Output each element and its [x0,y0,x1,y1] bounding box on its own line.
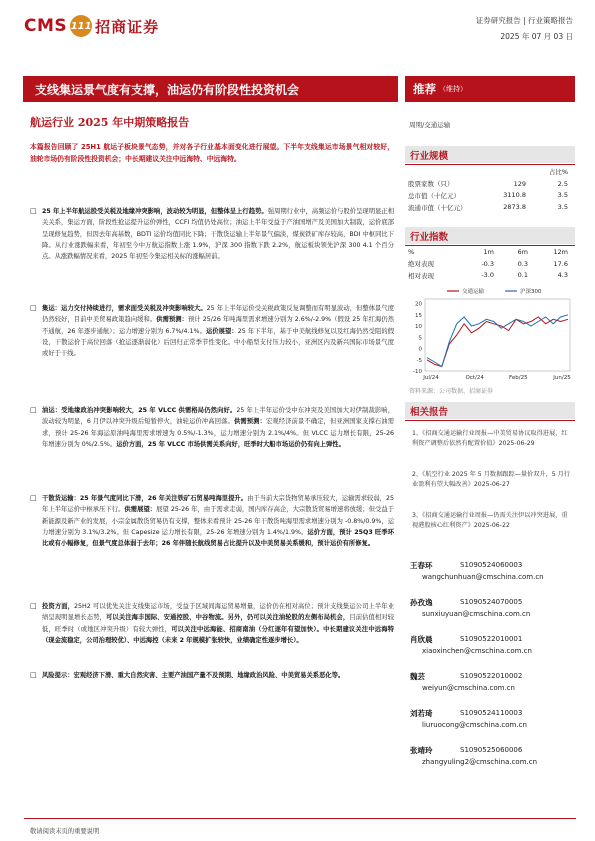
table-cell: -0.3 [481,259,494,268]
analyst-id: S1090524070005 [460,598,523,606]
table-cell: % [408,247,415,256]
bullet-text: 25 年上半年运价受中东冲突及美国加大对伊制裁影响，波动较为明显，6 月伊以冲突升级后短暂停火，油轮运价冲高回落。 [42,407,395,426]
table-cell: -3.0 [481,271,494,280]
table-cell: 2.5 [557,179,568,188]
legend-label: 沪深300 [520,289,542,295]
table-cell: 2873.8 [503,203,526,212]
bullet-text: 由于当前大宗货物贸易承压较大，运输需求较弱，25 年上半年运价中枢承压下行。 [42,495,394,514]
bullet-bold: 可以关注海丰国际、安通控股、中谷物流。另外，仍可以关注油轮股的左侧布局机会， [106,614,350,622]
bullet-tanker [30,405,394,450]
analyst-name: 肖欣晨 [410,635,433,644]
table-cell: 0.1 [517,271,528,280]
bullet-text: 宏观经济前景不确定，但亚洲国家支撑石油需求，预计 25-26 年海运原油吨海里需求增速为 0.5%/-1.3%，运力增速分别为 2.1%/4%。但 VLCC 运力增长有限，25-26 年增速分别为 0%/2.5%。 [42,418,395,448]
related-reports-title: 相关报告 [410,407,449,418]
related-report-item[interactable]: 2、《航空行业 2025 年 5 月数据跟踪—量价双升，5 月行业盈利有望大幅改善》2025-06-27 [412,471,571,488]
y-tick-label: -5 [416,357,422,364]
bullet-bold: 风险提示：宏观经济下滑、重大自然灾害、主要产油国产量不及预期、地缘政治风险、中美贸易关系恶化等。 [42,672,345,679]
bullet-text: 目前估值相对较低，旺季时（或地区冲突升级）有较大弹性， [42,614,395,633]
y-tick-label: 15 [415,312,422,319]
table-row [408,270,568,282]
bullet-bold: 25 年上半年航运股受关税及地缘冲突影响，波动较为明显，但整体呈上行趋势。 [42,208,268,215]
analyst-name: 刘若琦 [410,709,433,718]
table-cell: 0.3 [517,259,528,268]
y-tick-label: 5 [418,335,422,342]
title-bar [23,76,398,102]
bullet-bold: 26 年关注铁矿石贸易吨海里提升。 [147,495,248,502]
related-reports-header [405,402,575,419]
table-cell: 129 [513,179,526,188]
table-cell: 12m [553,247,568,256]
bullet-bold: 运价方面，25 年 VLCC 市场供需关系向好，旺季时大船市场运价仍有向上弹性。 [116,440,345,448]
analyst-name: 孙孜逸 [410,598,433,607]
industry-scale-title: 行业规模 [410,151,449,162]
bullet-bold: 供需预测： [233,418,266,426]
bullet-market-review [30,206,394,262]
related-report-item[interactable]: 3、《招商交通运输行业周报—仍需关注伊以冲突进展，重视港股核心红利资产》2025-06-22 [412,512,568,529]
y-tick-label: 10 [415,324,422,330]
bullet-bold: 干散货运输：25 年景气度同比下滑， [42,495,148,502]
index-chart [405,283,575,388]
analyst-id: S1090525060006 [460,746,523,754]
analyst-name: 王春环 [410,561,433,570]
bullet-text: 25H2 可以优先关注支线集运市场，受益于区域间海运贸易增量，运价仍在相对高位；预计支线集运公司上半年业绩呈现明显增长态势， [42,603,394,622]
legend-label: 交通运输 [462,289,485,295]
x-tick-label: Oct/24 [465,375,484,381]
rating-label: 推荐 [413,82,436,96]
report-subtitle: 航运行业 2025 年中期策略报告 [30,116,190,129]
analyst-name: 张靖玲 [410,746,433,755]
footer-divider [24,818,576,819]
table-row [408,190,568,202]
report-type: 证券研究报告 | 行业策略报告 [475,16,573,25]
table-cell: 3.5 [557,191,568,200]
analyst-email[interactable]: xiaoxinchen@cmschina.com.cn [422,647,532,655]
x-tick-label: Jul/24 [423,375,439,381]
bullet-bold: 运价方面，预计 25Q3 旺季环比或有小幅修复，但景气度总体弱于去年；26 年伴随长航线贸易占比提升以及中美贸易关系缓和，预计运价有所修复。 [42,528,394,548]
bullet-text: 展望 25-26 年，由于需求走弱，国内库存高企，大宗散货贸易增速将放缓；但受益于新能源及新产业的发展，小宗金属散货贸易仍有支撑，整体来看预计 25-26 年干散货吨海里需求增速分别为 -0.8%/0.9%，运力增速分别为 3.1%/3.2%。但 Capesize 运力增长有限，25-26 年增速分别为 1.4%/1.9%。 [42,506,395,536]
bullet-risk [30,670,344,681]
analyst-id: S1090524110003 [460,709,523,717]
industry-index-header [405,227,575,244]
plot-frame [425,299,570,371]
analyst-email[interactable]: liuruocong@cmschina.com.cn [422,721,527,729]
table-cell: 17.6 [553,259,568,268]
bullet-text: 25 年上半年运价受关税政策反复调整而有明显波动，但整体景气度仍然较好，目前中美贸易政策趋向缓和。 [42,305,395,324]
related-report-item[interactable]: 1、《招商交通运输行业周报—中美贸易协议取得进展，红利资产调整后依然有配置价值》2025-06-29 [412,430,568,447]
logo-badge: 111 [70,15,92,37]
rating-bar [405,76,575,102]
bullet-text: 预计 25/26 年吨海里需求增速分别为 2.6%/-2.9%（假设 25 年红海仍然不通航，26 年逐步通航）；运力增速分别为 6.7%/4.1%。 [42,316,395,335]
chart-source: 资料来源：公司数据、招商证券 [409,388,494,395]
x-tick-label: Jun/25 [553,375,571,381]
x-tick-label: Feb/25 [509,375,528,381]
industry-index-table [408,246,568,281]
y-tick-label: -10 [413,369,422,375]
analyst-email[interactable]: weiyun@cmschina.com.cn [422,684,515,692]
analyst-name: 魏芸 [410,672,425,681]
y-tick-label: 20 [415,301,422,308]
section-underline [405,164,575,165]
logo-cms: CMS [24,16,68,36]
table-cell: 4.3 [557,271,568,280]
table-cell: 6m [517,247,528,256]
bullet-text: 强周期行业中，高频运价与股价呈现明显正相关关系，集运方面，阶段性抢运提升运价弹性，CCFI 均值仍处高位；油运上半年受益于产油国增产及美国加大制裁，运价底部呈现修复趋势，但因去年高基数，BDTI 运价均值同比下降；干散货运输上半年景气偏淡，煤炭铁矿库存较高，BDI 中枢同比下降。从行业涨跌幅来看，年初至今中万航运指数上涨 1.9%，沪深 300 指数下跌 2.2%，航运板块领先沪深 300 4.1 个百分点。从涨跌幅情况来看，2025 年初至今集运相关标的涨幅居前。 [42,208,394,261]
bullet-bold: 供需预测： [156,316,188,324]
table-row [408,166,568,178]
table-row [408,201,568,213]
bullet-dry-bulk [30,493,394,549]
bullet-bold: 可以关注中远海能、招商南油（分红逐年有望加快）。中长期建议关注中远海特（现金流稳定，公司治理较优）、中远海控（未来 2 年规模扩张较快，业绩确定性逐步增长）。 [42,625,394,644]
summary-text: 本篇报告回顾了 25H1 航运子板块景气态势，并对各子行业基本面变化进行展望。下半年支线集运市场景气相对较好，油轮市场仍有阶段性投资机会；中长期建议关注中远海特、中远海特。 [30,143,394,164]
table-row [408,258,568,270]
table-cell: 股票家数（只） [408,180,454,189]
analyst-id: S1090522010002 [460,672,523,680]
bullet-bold: 集运：运力交付持续进行，需求面受关税及冲突影响较大。 [42,305,207,312]
bullet-bold: 投资方面， [42,603,75,610]
table-row [408,178,568,190]
report-date: 2025 年 07 月 03 日 [500,32,573,41]
table-cell: 相对表现 [408,271,434,280]
industry-scale-table [408,166,568,213]
table-cell [408,166,486,178]
bullet-text: 25 年下半年，基于中美航线修复以及红海仍然受阻的假设，干散运价于高位回落（抢运逐渐弱化）后回归正常季节性变化。中小船型支付压力较小，亚洲区内及新兴国际市场景气度或好于干线。 [42,327,395,358]
bullet-bold: 运价展望： [205,327,238,335]
logo-cn: 招商证券 [95,17,160,36]
table-cell: 绝对表现 [408,260,434,269]
table-cell [486,166,526,178]
industry-index-title: 行业指数 [410,232,449,243]
analyst-id: S1090522010001 [460,635,523,643]
analyst-email[interactable]: sunxiuyuan@cmschina.com.cn [422,610,531,618]
analyst-email[interactable]: wangchunhuan@cmschina.com.cn [422,573,544,581]
rating-status: （维持） [439,85,467,93]
y-tick-label: 0 [418,346,422,353]
table-cell: 1m [483,247,494,256]
table-header-share: 占比% [548,168,568,177]
bullet-investment [30,601,394,646]
analyst-email[interactable]: zhangyuling2@cmschina.com.cn [422,758,538,766]
logo [24,15,159,37]
bullet-bold: 油运：受地缘政治冲突影响较大，25 年 VLCC 供需格局仍然向好。 [42,407,237,414]
report-title: 支线集运景气度有支撑，油运仍有阶段性投资机会 [35,82,300,97]
bullet-container [30,303,394,359]
section-underline [405,420,575,421]
table-cell: 3.5 [557,203,568,212]
table-cell: 3110.8 [503,191,526,200]
analyst-id: S1090524060003 [460,561,523,569]
industry-scale-header [405,146,575,163]
table-cell: 流通市值（十亿元） [408,203,467,212]
header-meta [476,15,573,42]
bullet-bold: 供需展望： [124,506,157,514]
table-cell: 总市值（十亿元） [408,191,460,200]
table-row [408,246,568,258]
sector-label: 周期/交通运输 [409,121,451,129]
footer-note: 敬请阅读末页的重要说明 [30,828,100,835]
